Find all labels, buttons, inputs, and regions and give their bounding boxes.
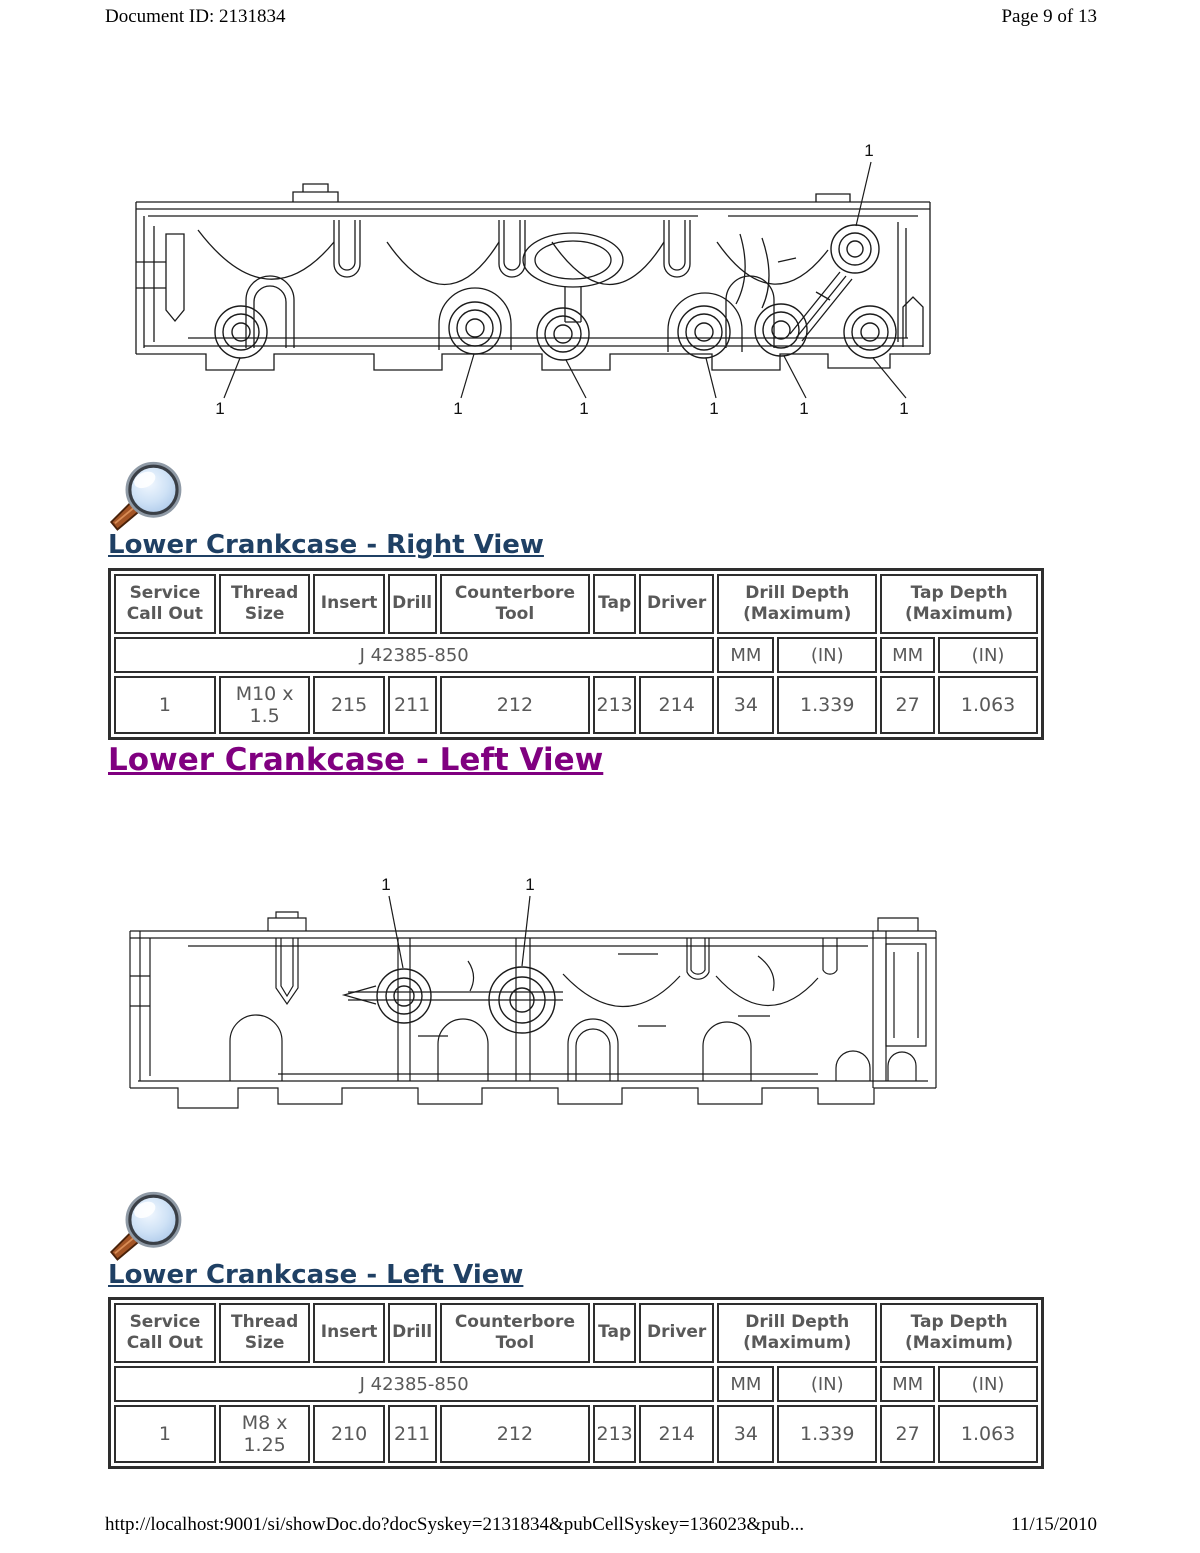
table-header-row <box>114 1303 1038 1363</box>
cell-thread-size: M8 x 1.25 <box>219 1405 311 1463</box>
footer-url: http://localhost:9001/si/showDoc.do?docSyskey=2131834&pubCellSyskey=136023&pub... <box>105 1514 805 1535</box>
callout-1: 1 <box>864 142 874 160</box>
cell-tap: 213 <box>593 676 636 734</box>
col-tap-depth: Tap Depth (Maximum) <box>880 574 1038 634</box>
cell-thread-size: M10 x 1.5 <box>219 676 311 734</box>
cell-insert: 215 <box>313 676 384 734</box>
col-driver: Driver <box>639 1303 714 1363</box>
cell-driver: 214 <box>639 1405 714 1463</box>
table-row <box>114 676 1038 734</box>
cell-drill-depth-mm: 34 <box>717 1405 774 1463</box>
col-tap-depth: Tap Depth (Maximum) <box>880 1303 1038 1363</box>
cell-drill-depth-in: 1.339 <box>777 676 877 734</box>
cell-tap-depth-mm: 27 <box>880 676 935 734</box>
lower-crankcase-left-view-drawing <box>118 876 950 1142</box>
col-tap: Tap <box>593 574 636 634</box>
cell-counterbore-tool: 212 <box>440 1405 591 1463</box>
cell-drill-depth-in: 1.339 <box>777 1405 877 1463</box>
col-service-call-out: Service Call Out <box>114 574 216 634</box>
section-heading-left-view[interactable]: Lower Crankcase - Left View <box>108 1260 524 1290</box>
document-id: Document ID: 2131834 <box>105 6 286 27</box>
cell-driver: 214 <box>639 676 714 734</box>
col-thread-size: Thread Size <box>219 1303 311 1363</box>
unit-in: (IN) <box>777 637 877 673</box>
table-header-row <box>114 574 1038 634</box>
link-heading-left-view[interactable]: Lower Crankcase - Left View <box>108 742 604 778</box>
col-drill: Drill <box>388 1303 437 1363</box>
col-drill-depth: Drill Depth (Maximum) <box>717 1303 877 1363</box>
callout-1: 1 <box>709 399 719 418</box>
cell-tap-depth-mm: 27 <box>880 1405 935 1463</box>
unit-mm: MM <box>880 637 935 673</box>
callout-1: 1 <box>799 399 809 418</box>
print-footer <box>105 1514 1097 1536</box>
unit-in: (IN) <box>777 1366 877 1402</box>
unit-mm: MM <box>880 1366 935 1402</box>
page-number: Page 9 of 13 <box>1001 6 1097 27</box>
col-tap: Tap <box>593 1303 636 1363</box>
cell-insert: 210 <box>313 1405 384 1463</box>
section-heading-right-view[interactable]: Lower Crankcase - Right View <box>108 530 544 560</box>
col-insert: Insert <box>313 574 384 634</box>
magnifier-icon[interactable] <box>106 460 186 532</box>
cell-drill: 211 <box>388 676 437 734</box>
unit-mm: MM <box>717 637 774 673</box>
callout-1: 1 <box>579 399 589 418</box>
unit-mm: MM <box>717 1366 774 1402</box>
cell-service-call-out: 1 <box>114 676 216 734</box>
cell-service-call-out: 1 <box>114 1405 216 1463</box>
right-view-spec-table <box>108 568 1044 740</box>
figure-lower-crankcase-right-view <box>128 142 940 428</box>
table-row <box>114 1405 1038 1463</box>
cell-counterbore-tool: 212 <box>440 676 591 734</box>
lower-crankcase-right-view-drawing <box>128 142 940 428</box>
magnifier-icon[interactable] <box>106 1190 186 1262</box>
cell-tap-depth-in: 1.063 <box>938 1405 1038 1463</box>
callout-1: 1 <box>899 399 909 418</box>
col-service-call-out: Service Call Out <box>114 1303 216 1363</box>
print-header <box>105 6 1097 28</box>
unit-in: (IN) <box>938 637 1038 673</box>
callout-1: 1 <box>453 399 463 418</box>
col-thread-size: Thread Size <box>219 574 311 634</box>
callout-1: 1 <box>525 876 535 894</box>
callout-1: 1 <box>381 876 391 894</box>
figure-lower-crankcase-left-view <box>118 876 950 1142</box>
cell-drill-depth-mm: 34 <box>717 676 774 734</box>
tool-code: J 42385-850 <box>114 637 714 673</box>
cell-tap: 213 <box>593 1405 636 1463</box>
col-counterbore-tool: Counterbore Tool <box>440 1303 591 1363</box>
unit-in: (IN) <box>938 1366 1038 1402</box>
col-driver: Driver <box>639 574 714 634</box>
col-drill: Drill <box>388 574 437 634</box>
col-drill-depth: Drill Depth (Maximum) <box>717 574 877 634</box>
tool-code: J 42385-850 <box>114 1366 714 1402</box>
col-insert: Insert <box>313 1303 384 1363</box>
left-view-spec-table <box>108 1297 1044 1469</box>
cell-tap-depth-in: 1.063 <box>938 676 1038 734</box>
tool-row <box>114 637 1038 673</box>
tool-row <box>114 1366 1038 1402</box>
col-counterbore-tool: Counterbore Tool <box>440 574 591 634</box>
footer-date: 11/15/2010 <box>1011 1514 1097 1535</box>
callout-1: 1 <box>215 399 225 418</box>
cell-drill: 211 <box>388 1405 437 1463</box>
